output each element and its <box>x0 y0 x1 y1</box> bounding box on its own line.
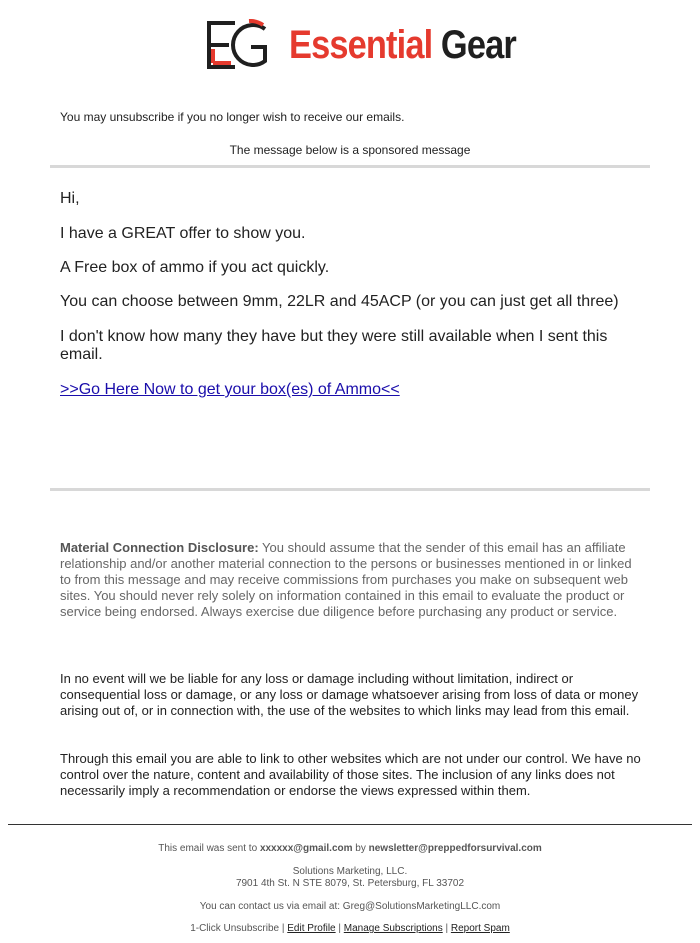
divider-top <box>50 165 650 168</box>
footer-company: Solutions Marketing, LLC. <box>292 866 408 877</box>
sender-email: newsletter@preppedforsurvival.com <box>368 843 542 854</box>
external-links-notice: Through this email you are able to link to other websites which are not under our control. We have no control over the nature, content and availability of those sites. The inclusion of any links does not necessarily imply a recommendation or endorse the views expressed within them. <box>60 751 641 798</box>
edit-profile-link[interactable]: Edit Profile <box>287 923 336 934</box>
disclosure-text: You should assume that the sender of this email has an affiliate relationship and/or another material connection to the persons or businesses mentioned in or linked to from this message and may receive commissions from purchases you make on subsequent web sites. You should never rely solely on information contained in this email to evaluate the product or service being endorsed. Always exercise due diligence before purchasing any product or service. <box>60 540 632 619</box>
sponsored-note: The message below is a sponsored message <box>229 143 471 157</box>
message-line-3: You can choose between 9mm, 22LR and 45ACP (or you can just get all three) <box>60 293 619 310</box>
footer-sep-1: | <box>335 923 344 934</box>
eg-monogram-icon <box>205 19 269 71</box>
material-disclosure <box>60 540 645 620</box>
footer-address: 7901 4th St. N STE 8079, St. Petersburg, FL 33702 <box>235 878 465 889</box>
brand-name-red: Essential <box>289 23 433 67</box>
recipient-email: xxxxxx@gmail.com <box>259 843 353 854</box>
unsubscribe-note: You may unsubscribe if you no longer wish to receive our emails. <box>60 110 405 124</box>
report-spam-link[interactable]: Report Spam <box>450 923 510 934</box>
footer-links <box>0 923 700 935</box>
message-line-1: I have a GREAT offer to show you. <box>60 225 306 242</box>
footer-sep-2: | <box>442 923 451 934</box>
disclosure-heading: Material Connection Disclosure: <box>60 540 259 555</box>
footer-sent-to <box>0 843 700 855</box>
brand-logo <box>205 18 553 72</box>
sent-prefix: This email was sent to <box>158 843 260 854</box>
footer-divider <box>8 824 692 825</box>
sent-by-prefix: by <box>352 843 369 854</box>
manage-subscriptions-link[interactable]: Manage Subscriptions <box>343 923 443 934</box>
message-line-2: A Free box of ammo if you act quickly. <box>60 259 330 276</box>
liability-notice: In no event will we be liable for any loss or damage including without limitation, indirect or consequential loss or damage, or any loss or damage whatsoever arising from loss of data or money arising out of, or in connection with, the use of the websites to which links may lead from this email. <box>60 671 639 718</box>
divider-bottom <box>50 488 650 491</box>
cta-link[interactable]: >>Go Here Now to get your box(es) of Ammo<< <box>60 381 400 398</box>
greeting: Hi, <box>60 190 80 207</box>
brand-name-black: Gear <box>440 23 516 67</box>
brand-wordmark <box>289 18 516 72</box>
one-click-unsubscribe: 1-Click Unsubscribe | <box>190 923 288 934</box>
footer-contact: You can contact us via email at: Greg@SolutionsMarketingLLC.com <box>199 901 501 912</box>
message-line-4: I don't know how many they have but they were still available when I sent this email. <box>60 328 608 363</box>
